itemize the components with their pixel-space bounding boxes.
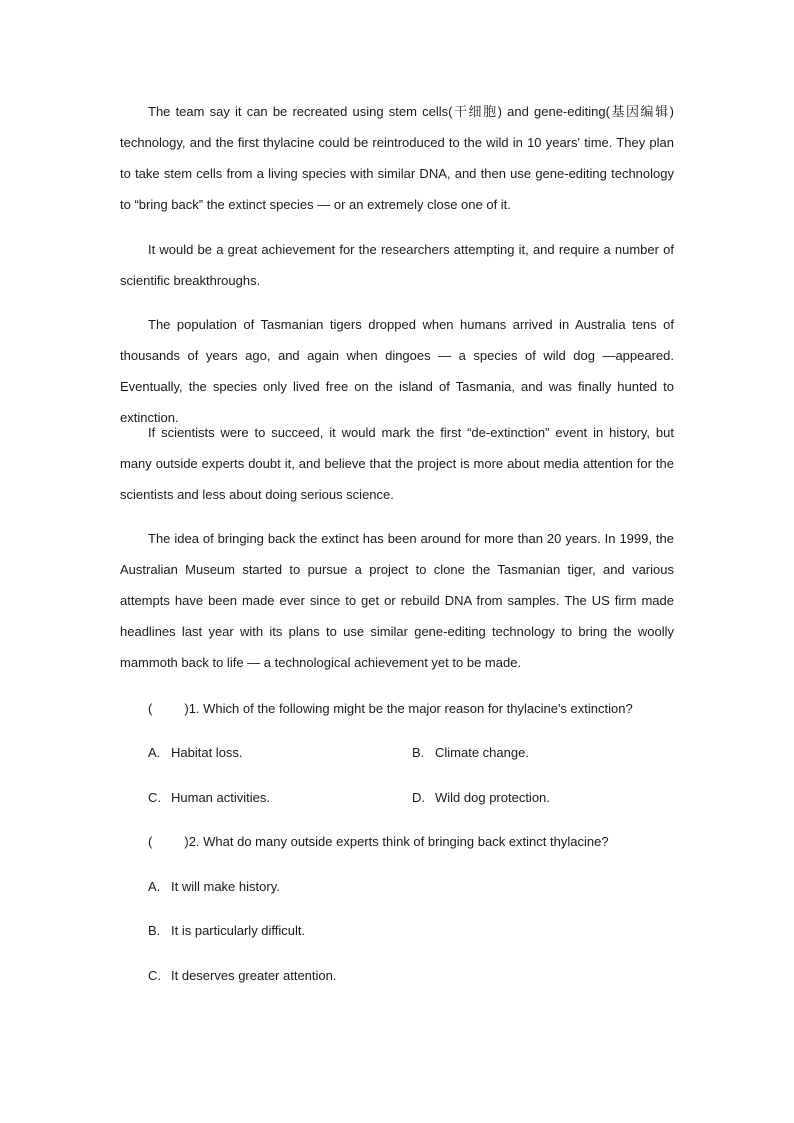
option-text: Climate change. <box>435 745 529 760</box>
option-text: Wild dog protection. <box>435 790 550 805</box>
option-text: It is particularly difficult. <box>171 923 306 938</box>
answer-bracket-open: ( <box>148 834 153 849</box>
question-1-option-d <box>412 788 550 808</box>
question-1 <box>148 699 633 719</box>
option-letter: C. <box>148 790 161 805</box>
option-letter: B. <box>412 745 425 760</box>
question-2-option-b <box>148 921 305 941</box>
option-letter: C. <box>148 968 161 983</box>
question-text: Which of the following might be the major reason for thylacine's extinction? <box>203 701 633 716</box>
question-number: 2. <box>188 834 200 849</box>
question-2-option-c <box>148 966 336 986</box>
option-letter: D. <box>412 790 425 805</box>
question-1-option-c <box>148 788 270 808</box>
passage-paragraph-4: If scientists were to succeed, it would mark the first “de-extinction” event in history, but many outside experts doubt it, and believe that the project is more about media attention for the scientists and less about doing serious science. <box>120 425 674 502</box>
question-number: 1. <box>188 701 200 716</box>
passage-paragraph-5: The idea of bringing back the extinct has been around for more than 20 years. In 1999, the Australian Museum started to pursue a project to clone the Tasmanian tiger, and various attempts have been made ever since to get or rebuild DNA from samples. The US firm made headlines last year with its plans to use similar gene-editing technology to bring the woolly mammoth back to life — a technological achievement yet to be made. <box>120 531 674 670</box>
option-letter: A. <box>148 879 161 894</box>
option-text: It will make history. <box>171 879 280 894</box>
passage-paragraph-1: The team say it can be recreated using stem cells(干细胞) and gene-editing(基因编辑) technology, and the first thylacine could be reintroduced to the wild in 10 years' time. They plan to take stem cells from a living species with similar DNA, and then use gene-editing technology to “bring back” the extinct species — or an extremely close one of it. <box>120 104 674 212</box>
option-letter: A. <box>148 745 161 760</box>
question-2-option-a <box>148 877 280 897</box>
passage-paragraph-2: It would be a great achievement for the researchers attempting it, and require a number of scientific breakthroughs. <box>120 242 674 288</box>
answer-bracket-close: ) <box>184 834 189 849</box>
question-text: What do many outside experts think of bringing back extinct thylacine? <box>203 834 609 849</box>
question-1-option-b <box>412 743 529 763</box>
passage-paragraph-3: The population of Tasmanian tigers dropped when humans arrived in Australia tens of thousands of years ago, and again when dingoes — a species of wild dog —appeared. Eventually, the species only lived free on the island of Tasmania, and was finally hunted to extinction. <box>120 317 674 425</box>
option-text: Habitat loss. <box>171 745 243 760</box>
option-text: Human activities. <box>171 790 270 805</box>
option-text: It deserves greater attention. <box>171 968 337 983</box>
question-2 <box>148 832 609 852</box>
option-letter: B. <box>148 923 161 938</box>
answer-bracket-close: ) <box>184 701 189 716</box>
answer-bracket-open: ( <box>148 701 153 716</box>
question-1-option-a <box>148 743 243 763</box>
